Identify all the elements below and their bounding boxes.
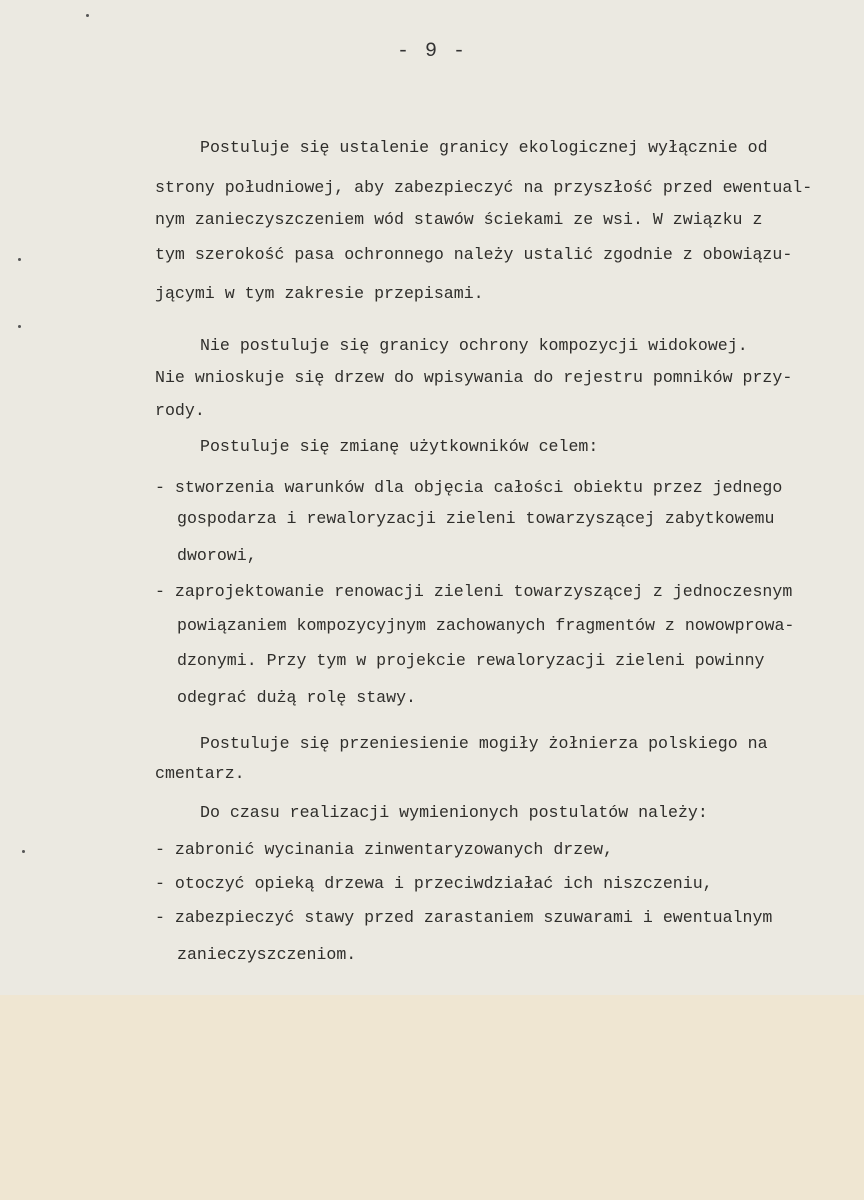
scan-speck [86,14,89,17]
list-item: - zaprojektowanie renowacji zieleni towarzyszącej z jednoczesnym [155,582,793,601]
text-line: powiązaniem kompozycyjnym zachowanych fragmentów z nowowprowa- [177,616,795,635]
text-line: Postuluje się zmianę użytkowników celem: [200,437,599,456]
scan-speck [18,325,21,328]
list-item: - stworzenia warunków dla objęcia całości obiektu przez jednego [155,478,783,497]
text-line: Postuluje się przeniesienie mogiły żołnierza polskiego na [200,734,768,753]
text-line: Postuluje się ustalenie granicy ekologicznej wyłącznie od [200,138,768,157]
list-item: - otoczyć opieką drzewa i przeciwdziałać ich niszczeniu, [155,874,713,893]
text-line: nym zanieczyszczeniem wód stawów ściekami ze wsi. W związku z [155,210,763,229]
list-item: - zabronić wycinania zinwentaryzowanych drzew, [155,840,614,859]
backing-sheet [0,995,864,1200]
text-line: dworowi, [177,546,257,565]
text-line: Do czasu realizacji wymienionych postulatów należy: [200,803,708,822]
text-line: strony południowej, aby zabezpieczyć na przyszłość przed ewentual- [155,178,813,197]
text-line: gospodarza i rewaloryzacji zieleni towarzyszącej zabytkowemu [177,509,775,528]
page-number: - 9 - [396,40,467,63]
scan-speck [18,258,21,261]
text-line: odegrać dużą rolę stawy. [177,688,416,707]
text-line: rody. [155,401,205,420]
text-line: jącymi w tym zakresie przepisami. [155,284,484,303]
text-line: tym szerokość pasa ochronnego należy ustalić zgodnie z obowiązu- [155,245,793,264]
text-line: cmentarz. [155,764,245,783]
text-line: Nie wnioskuje się drzew do wpisywania do rejestru pomników przy- [155,368,793,387]
list-item: - zabezpieczyć stawy przed zarastaniem szuwarami i ewentualnym [155,908,773,927]
scan-speck [22,850,25,853]
text-line: zanieczyszczeniom. [177,945,357,964]
text-line: Nie postuluje się granicy ochrony kompozycji widokowej. [200,336,748,355]
text-line: dzonymi. Przy tym w projekcie rewaloryzacji zieleni powinny [177,651,765,670]
